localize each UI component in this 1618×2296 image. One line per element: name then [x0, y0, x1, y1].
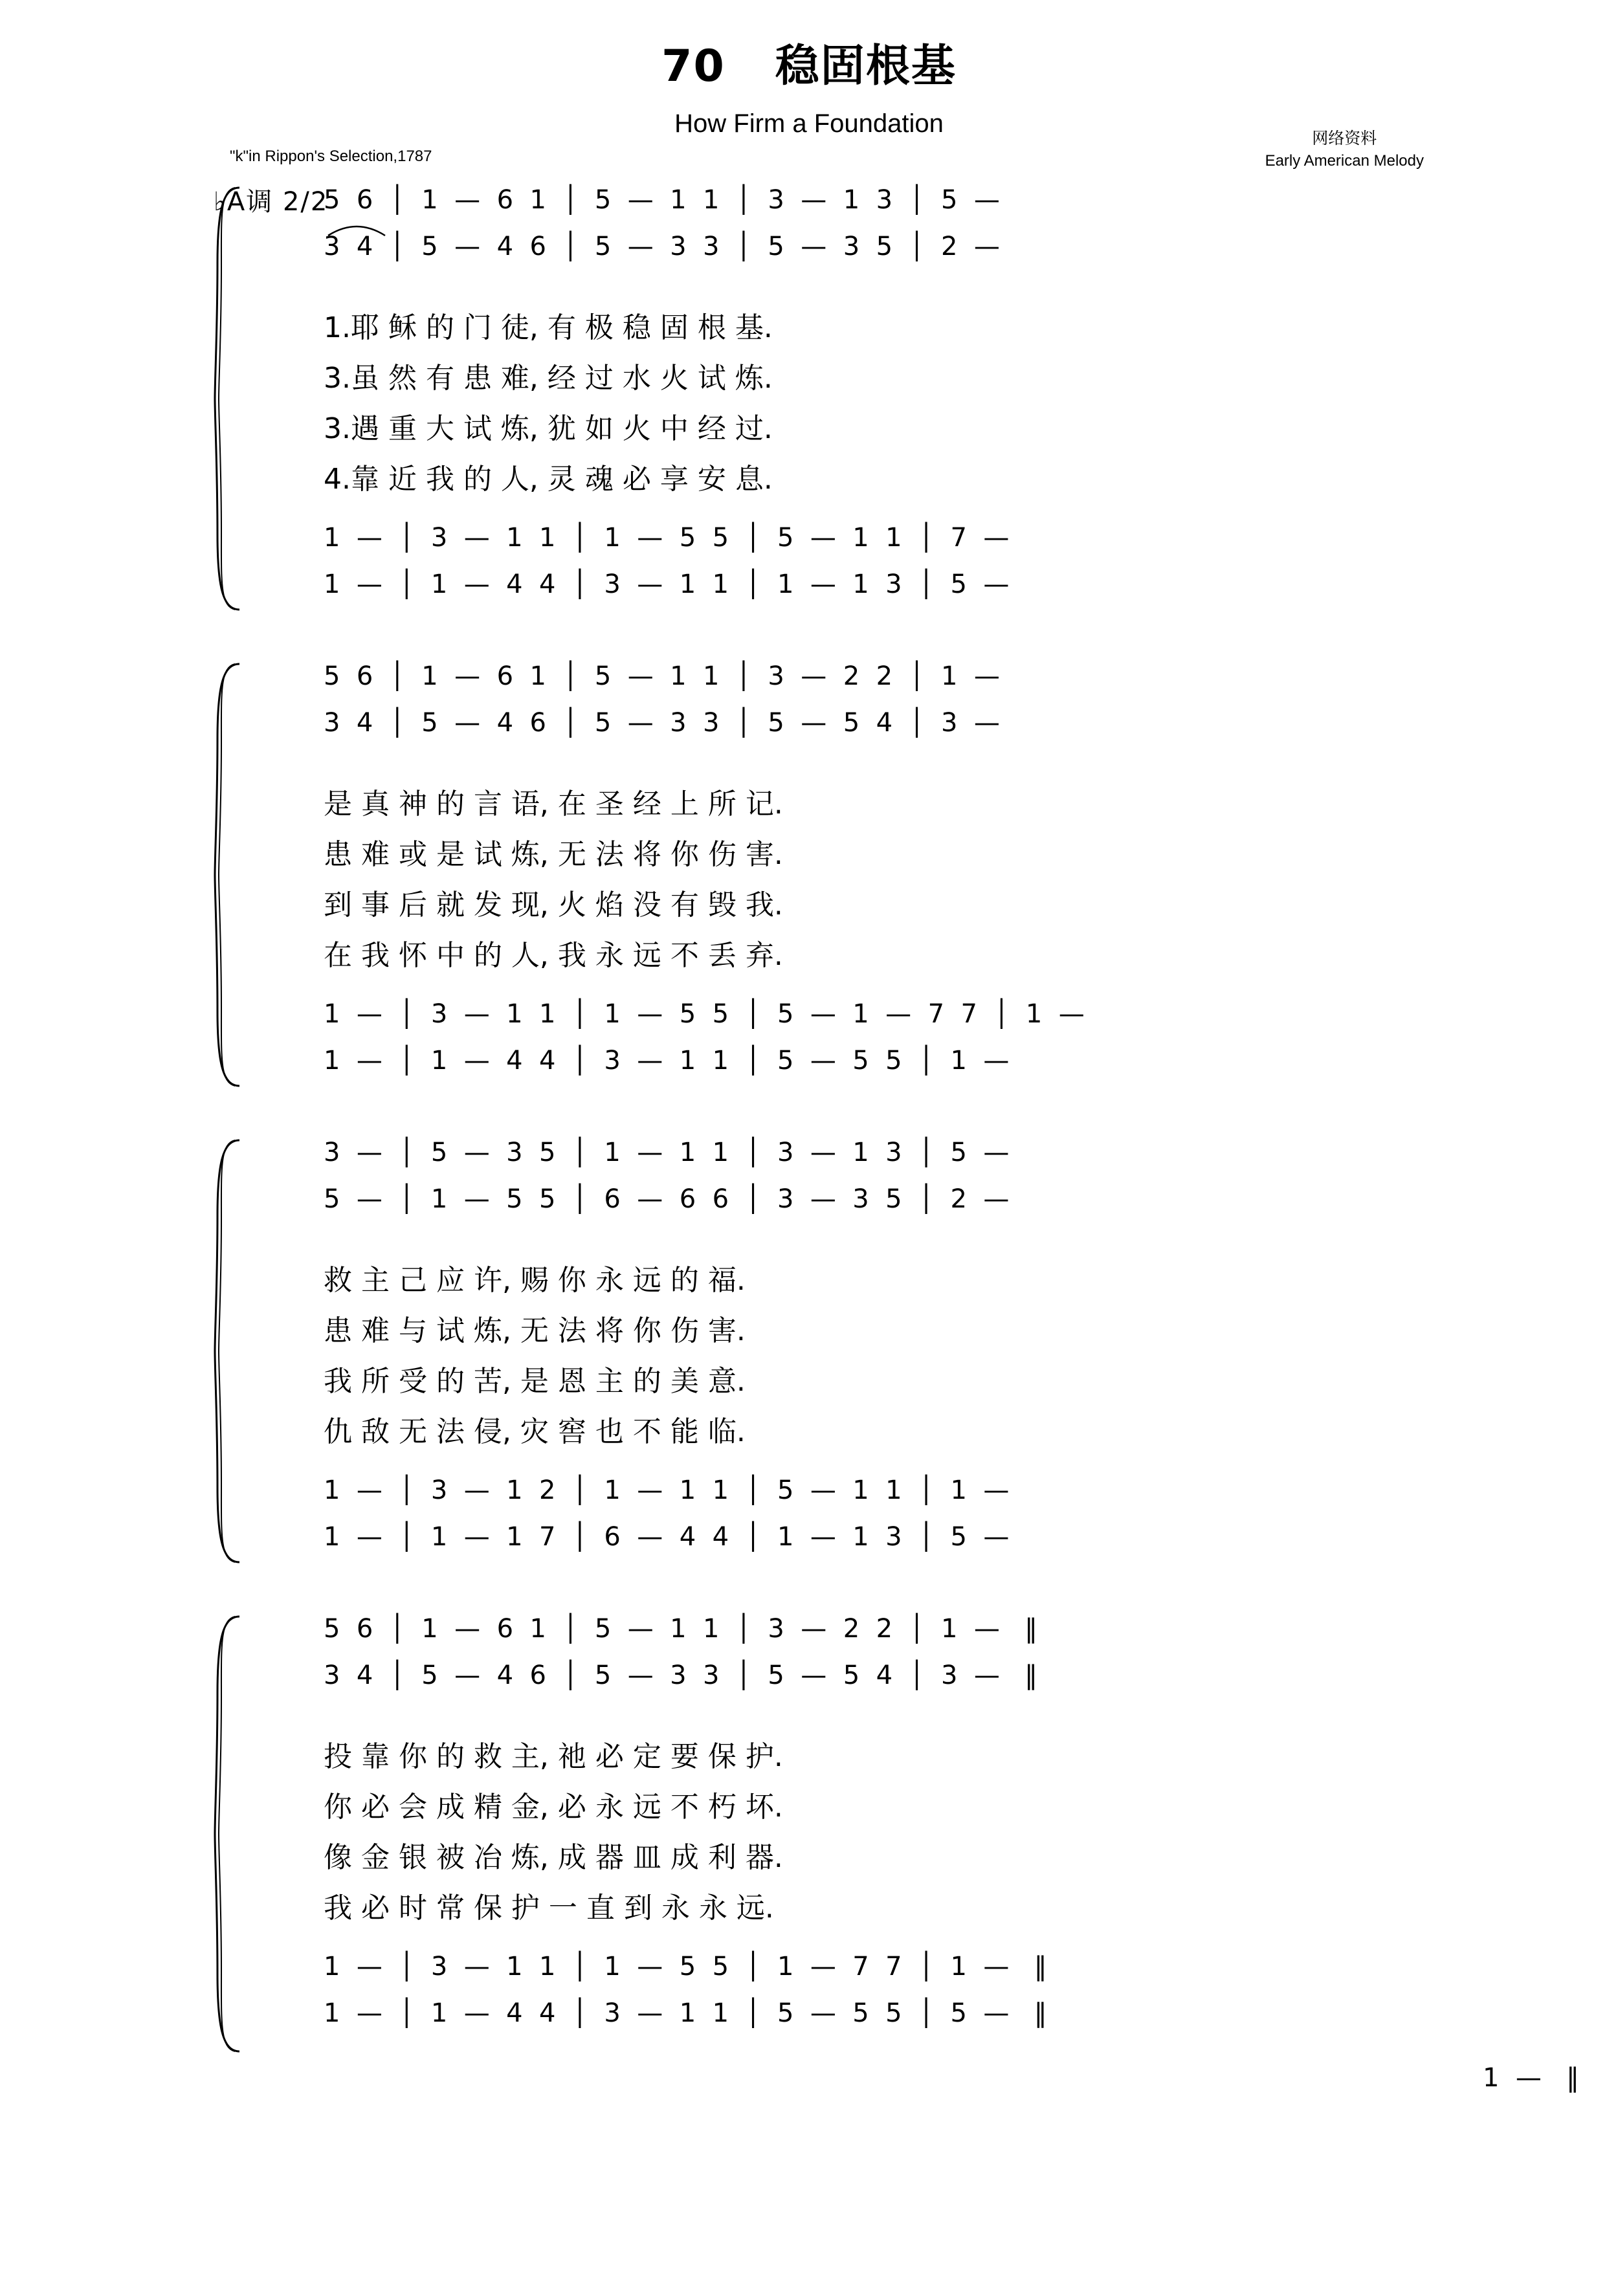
- tenor-line: 1 — │ 3 — 1 1 │ 1 — 5 5 │ 5 — 1 — 7 7 │ 1 —: [324, 999, 1085, 1029]
- soprano-line: 3 — │ 5 — 3 5 │ 1 — 1 1 │ 3 — 1 3 │ 5 —: [324, 1138, 1010, 1167]
- hymn-title-chinese: 稳固根基: [775, 41, 957, 92]
- system-brace: [214, 185, 242, 612]
- lyric-verse-4: 在 我 怀 中 的 人, 我 永 远 不 丢 弃.: [324, 939, 783, 972]
- source-credit-chinese: 网络资料: [1312, 129, 1377, 148]
- lyric-verse-3: 到 事 后 就 发 现, 火 焰 没 有 毁 我.: [324, 889, 783, 922]
- lyric-verse-1: 1.耶 稣 的 门 徒, 有 极 稳 固 根 基.: [324, 311, 773, 344]
- alto-line: 3 4 │ 5 — 4 6 │ 5 — 3 3 │ 5 — 5 4 │ 3 —: [324, 708, 1000, 738]
- lyric-verse-1: 救 主 己 应 许, 赐 你 永 远 的 福.: [324, 1264, 746, 1297]
- music-system-4: [214, 1614, 1443, 2045]
- alto-line: 5 — │ 1 — 5 5 │ 6 — 6 6 │ 3 — 3 5 │ 2 —: [324, 1184, 1010, 1214]
- tenor-line: 1 — │ 3 — 1 1 │ 1 — 5 5 │ 1 — 7 7 │ 1 — ‖: [324, 1952, 1047, 1981]
- hymn-number: 70: [661, 41, 726, 92]
- lyric-verse-1: 投 靠 你 的 救 主, 祂 必 定 要 保 护.: [324, 1740, 783, 1773]
- source-credit-english: Early American Melody: [1265, 152, 1424, 170]
- soprano-line: 5 6 │ 1 — 6 1 │ 5 — 1 1 │ 3 — 2 2 │ 1 — ‖: [324, 1614, 1038, 1644]
- lyric-verse-4: 我 必 时 常 保 护 一 直 到 永 永 远.: [324, 1892, 774, 1925]
- bass-line: 1 — │ 1 — 4 4 │ 3 — 1 1 │ 5 — 5 5 │ 5 — ‖: [324, 1998, 1047, 2028]
- alto-line: 3 4 │ 5 — 4 6 │ 5 — 3 3 │ 5 — 5 4 │ 3 — ‖: [324, 1661, 1038, 1690]
- lyric-verse-2: 患 难 或 是 试 炼, 无 法 将 你 伤 害.: [324, 838, 783, 871]
- music-system-3: [214, 1138, 1443, 1569]
- bass-line: 1 — │ 1 — 4 4 │ 3 — 1 1 │ 1 — 1 3 │ 5 —: [324, 569, 1010, 599]
- bass-line: 1 — │ 1 — 4 4 │ 3 — 1 1 │ 5 — 5 5 │ 1 —: [324, 1046, 1010, 1076]
- lyric-verse-4: 仇 敌 无 法 侵, 灾 窖 也 不 能 临.: [324, 1415, 746, 1448]
- alto-line: 3 4 │ 5 — 4 6 │ 5 — 3 3 │ 5 — 3 5 │ 2 —: [324, 232, 1000, 261]
- soprano-line: 5 6 │ 1 — 6 1 │ 5 — 1 1 │ 3 — 1 3 │ 5 —: [324, 185, 1000, 215]
- lyric-verse-3: 像 金 银 被 冶 炼, 成 器 皿 成 利 器.: [324, 1841, 783, 1874]
- lyric-verse-4: 4.靠 近 我 的 人, 灵 魂 必 享 安 息.: [324, 463, 773, 496]
- lyric-verse-1: 是 真 神 的 言 语, 在 圣 经 上 所 记.: [324, 788, 783, 821]
- source-credit-right: [1265, 127, 1424, 173]
- bass-line: 1 — │ 1 — 1 7 │ 6 — 4 4 │ 1 — 1 3 │ 5 —: [324, 1522, 1010, 1552]
- key-signature: ♭A调 2/2: [214, 187, 329, 217]
- hymn-title-english: How Firm a Foundation: [674, 109, 944, 138]
- tenor-line: 1 — │ 3 — 1 2 │ 1 — 1 1 │ 5 — 1 1 │ 1 —: [324, 1475, 1010, 1505]
- music-system-2: [214, 661, 1443, 1092]
- coda-note: 1 — ‖: [1482, 2063, 1579, 2093]
- lyric-verse-2: 你 必 会 成 精 金, 必 永 远 不 朽 坏.: [324, 1791, 783, 1824]
- lyric-verse-2: 患 难 与 试 炼, 无 法 将 你 伤 害.: [324, 1314, 746, 1347]
- system-brace: [214, 1138, 242, 1565]
- lyric-verse-3: 3.遇 重 大 试 炼, 犹 如 火 中 经 过.: [324, 412, 773, 445]
- page-title: [0, 31, 1618, 94]
- system-brace: [214, 661, 242, 1088]
- source-credit-left: "k"in Rippon's Selection,1787: [230, 148, 432, 165]
- music-system-1: [214, 185, 1443, 616]
- sheet-music-page: [0, 31, 1618, 2296]
- lyric-verse-3: 我 所 受 的 苦, 是 恩 主 的 美 意.: [324, 1365, 746, 1398]
- system-brace: [214, 1614, 242, 2054]
- soprano-line: 5 6 │ 1 — 6 1 │ 5 — 1 1 │ 3 — 2 2 │ 1 —: [324, 661, 1000, 691]
- tenor-line: 1 — │ 3 — 1 1 │ 1 — 5 5 │ 5 — 1 1 │ 7 —: [324, 523, 1010, 553]
- lyric-verse-2: 3.虽 然 有 患 难, 经 过 水 火 试 炼.: [324, 362, 773, 395]
